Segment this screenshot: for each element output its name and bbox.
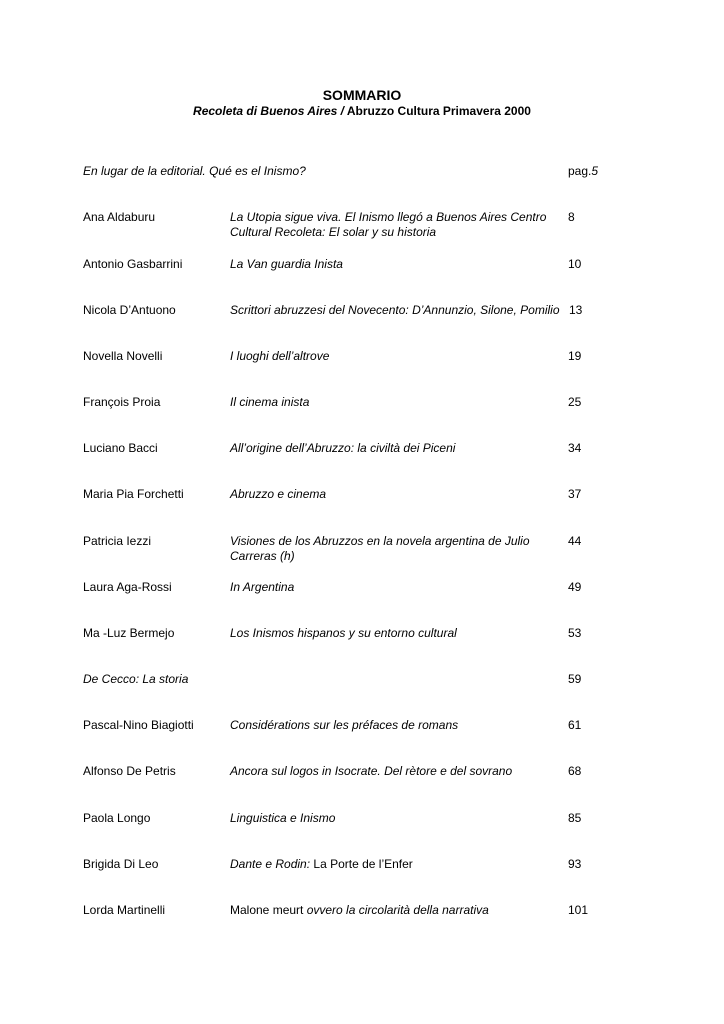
toc-author: Luciano Bacci [83, 441, 158, 455]
toc-page: 25 [568, 395, 582, 409]
toc-page: 13 [569, 303, 583, 317]
toc-work: I luoghi dell’altrove [230, 349, 330, 363]
toc-author: De Cecco: La storia [83, 672, 189, 686]
page-subtitle [0, 103, 724, 119]
toc-page: 34 [568, 441, 582, 455]
subtitle-publication: Recoleta di Buenos Aires / [193, 104, 344, 118]
toc-page: 8 [568, 210, 575, 224]
toc-work-italic: Dante e Rodin: [230, 857, 311, 871]
toc-page: 68 [568, 764, 582, 778]
toc-author: Antonio Gasbarrini [83, 257, 183, 271]
toc-page: 37 [568, 487, 582, 501]
toc-page: 93 [568, 857, 582, 871]
subtitle-issue: Abruzzo Cultura Primavera 2000 [343, 104, 531, 118]
toc-work: Considérations sur les préfaces de romans [230, 718, 459, 732]
toc-page: 19 [568, 349, 582, 363]
toc-work: All’origine dell’Abruzzo: la civiltà dei Piceni [230, 441, 456, 455]
toc-work-italic: ovvero la circolarità della narrativa [303, 903, 489, 917]
toc-work: Linguistica e Inismo [230, 811, 336, 825]
toc-author: Paola Longo [83, 811, 151, 825]
toc-author: Patricia Iezzi [83, 534, 152, 548]
toc-work: Los Inismos hispanos y su entorno cultural [230, 626, 457, 640]
toc-work-plain: Malone meurt [230, 903, 304, 917]
toc-author: Lorda Martinelli [83, 903, 166, 917]
toc-page: 53 [568, 626, 582, 640]
intro-page-number: 5 [591, 164, 599, 178]
toc-author: Maria Pia Forchetti [83, 487, 184, 501]
toc-author: Pascal-Nino Biagiotti [83, 718, 194, 732]
toc-page: 61 [568, 718, 582, 732]
toc-work: La Utopia sigue viva. El Inismo llegó a Buenos Aires Centro Cultural Recoleta: El solar y su historia [230, 210, 547, 239]
toc-page: 49 [568, 580, 582, 594]
toc-work: Scrittori abruzzesi del Novecento: D’Annunzio, Silone, Pomilio [230, 303, 560, 317]
toc-work [230, 903, 565, 918]
toc-author: François Proia [83, 395, 161, 409]
page-title: SOMMARIO [322, 87, 402, 103]
intro-text: En lugar de la editorial. Qué es el Inismo? [83, 164, 306, 178]
intro-page [568, 164, 598, 179]
toc-work-plain: La Porte de l’Enfer [310, 857, 413, 871]
toc-page: 101 [568, 903, 589, 917]
toc-work: Ancora sul logos in Isocrate. Del rètore e del sovrano [230, 764, 513, 778]
intro-page-prefix: pag. [568, 164, 592, 178]
toc-author: Alfonso De Petris [83, 764, 176, 778]
toc-author: Ana Aldaburu [83, 210, 156, 224]
toc-work: Abruzzo e cinema [230, 487, 327, 501]
toc-author: Nicola D’Antuono [83, 303, 176, 317]
toc-work: Visiones de los Abruzzos en la novela argentina de Julio Carreras (h) [230, 534, 530, 563]
toc-author: Ma -Luz Bermejo [83, 626, 175, 640]
toc-work [230, 857, 565, 872]
toc-author: Brigida Di Leo [83, 857, 159, 871]
toc-page: 44 [568, 534, 582, 548]
toc-work: In Argentina [230, 580, 295, 594]
toc-author: Novella Novelli [83, 349, 163, 363]
toc-work: Il cinema inista [230, 395, 310, 409]
toc-work: La Van guardia Inista [230, 257, 343, 271]
toc-page: 10 [568, 257, 582, 271]
toc-page: 85 [568, 811, 582, 825]
toc-page: 59 [568, 672, 582, 686]
toc-author: Laura Aga-Rossi [83, 580, 172, 594]
